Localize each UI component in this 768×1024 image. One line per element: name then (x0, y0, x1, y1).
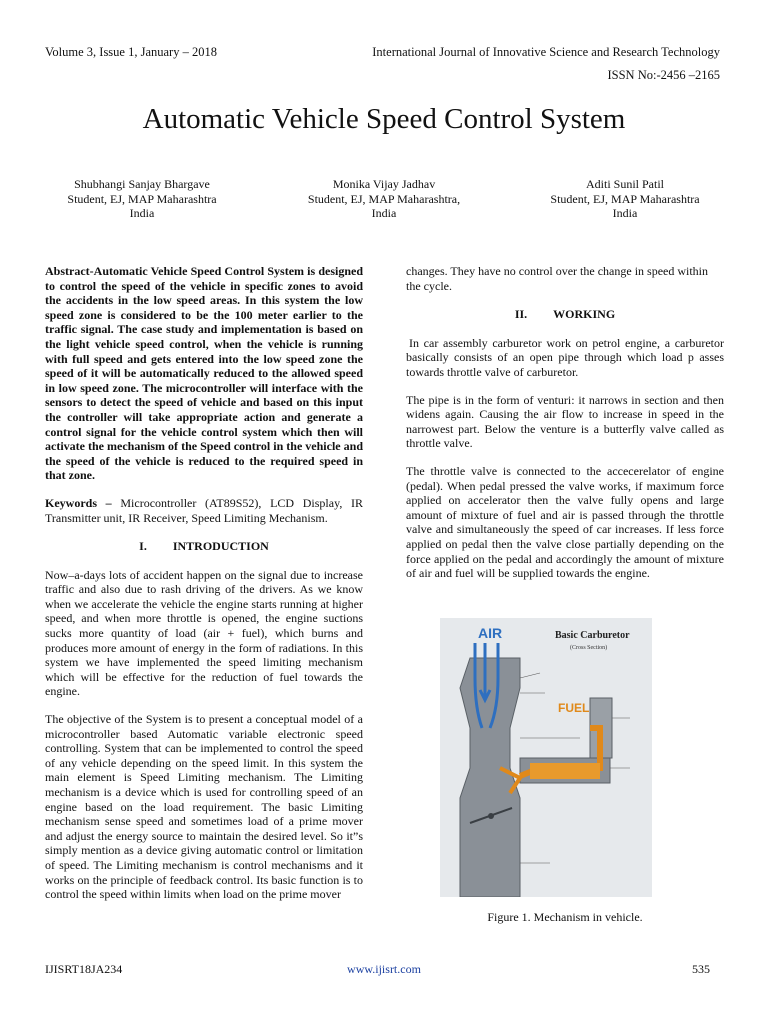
section-heading-working: II. WORKING (514, 307, 616, 322)
author-country: India (612, 206, 638, 220)
keywords-label: Keywords – (45, 495, 112, 510)
author-name: Shubhangi Sanjay Bhargave (74, 177, 210, 191)
working-paragraph-2: The pipe is in the form of venturi: it narrows in section and then widens again. Causing the air flow to increase in speed in the narrowest part. Below the venture is a butterfly valve called as throttle valve. (406, 392, 724, 451)
figure-diagram-subtitle: (Cross Section) (570, 645, 608, 651)
keywords-text: Microcontroller (AT89S52), LCD Display, IR Transmitter unit, IR Receiver, Speed Limiting Mechanism. (45, 495, 364, 525)
volume-info: Volume 3, Issue 1, January – 2018 (45, 45, 217, 59)
author-name: Aditi Sunil Patil (585, 177, 664, 191)
left-column (45, 264, 363, 902)
figure-caption: Figure 1. Mechanism in vehicle. (487, 910, 643, 924)
working-paragraph-1: In car assembly carburetor work on petrol engine, a carburetor basically consists of an open pipe through which load p asses towards throttle valve of carburetor. (406, 335, 724, 379)
right-column (406, 264, 724, 581)
author-country: India (371, 206, 397, 220)
section-heading-introduction: I. INTRODUCTION (139, 539, 269, 554)
footer-paper-id: IJISRT18JA234 (45, 962, 123, 976)
footer-website-link[interactable]: www.ijisrt.com (347, 962, 421, 976)
working-paragraph-3: The throttle valve is connected to the accecerelator of engine (pedal). When pedal pressed the valve works, if maximum force applied on accelerator then the valve fully opens and large amount of mixture of fuel and air is passed through the throttle valve and simultaneously the speed of car increases. If less force applied on pedal then the valve close partially depending on the force applied on the pedal and accordingly the amount of mixture of air and fuel will be supplied towards the engine. (406, 463, 724, 581)
figure-diagram-title: Basic Carburetor (555, 630, 630, 641)
intro-paragraph-2: The objective of the System is to present a conceptual model of a microcontroller based Automatic variable electronic speed controlling. System that can be implemented to control the speed of any vehicle depending on the speed limit. In this system the main element is Speed Limiting mechanism. The Limiting mechanism is a device which is used for controlling speed of an engine based on the load requirement. The basic Limiting mechanism sense speed and sometimes load of a prime mover and adjust the energy source to maintain the desired level. So it”s simply mention as a device giving automatic control or limitation of speed. The Limiting mechanism is control mechanisms and it works on the principle of feedback control. Its basic function is to control the speed within limits when load on the prime mover (45, 712, 363, 902)
author-1 (22, 177, 262, 221)
author-name: Monika Vijay Jadhav (332, 177, 436, 191)
author-affiliation: Student, EJ, MAP Maharashtra (67, 191, 217, 206)
intro-paragraph-1: Now–a-days lots of accident happen on the signal due to increase traffic and also due to rash driving of the drivers. As we know when we accelerate the vehicle the engine starts running at higher speed, and when more throttle is opened, the engine suctions sucks more quantity of load (air + fuel), which burns and produces more amount of energy in the form of radiations. In this system we have implemented the speed limiting mechanism which will be effective for the reduction of fuel towards the engine. (45, 567, 363, 699)
intro-continuation: changes. They have no control over the change in speed within the cycle. (406, 264, 709, 293)
author-country: India (129, 206, 155, 220)
carburetor-diagram (440, 618, 652, 897)
abstract: Abstract-Automatic Vehicle Speed Control System is designed to control the speed of the vehicle in specific zones to avoid the accidents in the low speed areas. In this system the low speed zone is considered to be the 100 meter earlier to the traffic signal. The case study and implementation is based on the light vehicle speed control, when the vehicle is running with full speed and gets entered into the low speed zone the speed of it will be automatically reduced to the allowed speed in low speed zone. The microcontroller will interface with the sensors to detect the speed of vehicle and based on this input the controller will take appropriate action and generate a control signal for the vehicle control system which then will activate the mechanism of the Speed control in the vehicle and the speed of the vehicle is reduced to the required speed in that zone. (45, 264, 363, 483)
issn: ISSN No:-2456 –2165 (607, 68, 720, 82)
page-title: Automatic Vehicle Speed Control System (142, 103, 626, 135)
author-affiliation: Student, EJ, MAP Maharashtra, (307, 191, 461, 206)
page-number: 535 (692, 962, 710, 976)
author-3 (505, 177, 745, 221)
author-affiliation: Student, EJ, MAP Maharashtra (550, 191, 700, 206)
carburetor-figure (440, 618, 652, 897)
figure-air-label: AIR (478, 625, 503, 641)
journal-name: International Journal of Innovative Science and Research Technology (372, 45, 720, 59)
keywords (45, 496, 363, 525)
figure-fuel-label: FUEL (558, 701, 590, 715)
author-2 (264, 177, 504, 221)
